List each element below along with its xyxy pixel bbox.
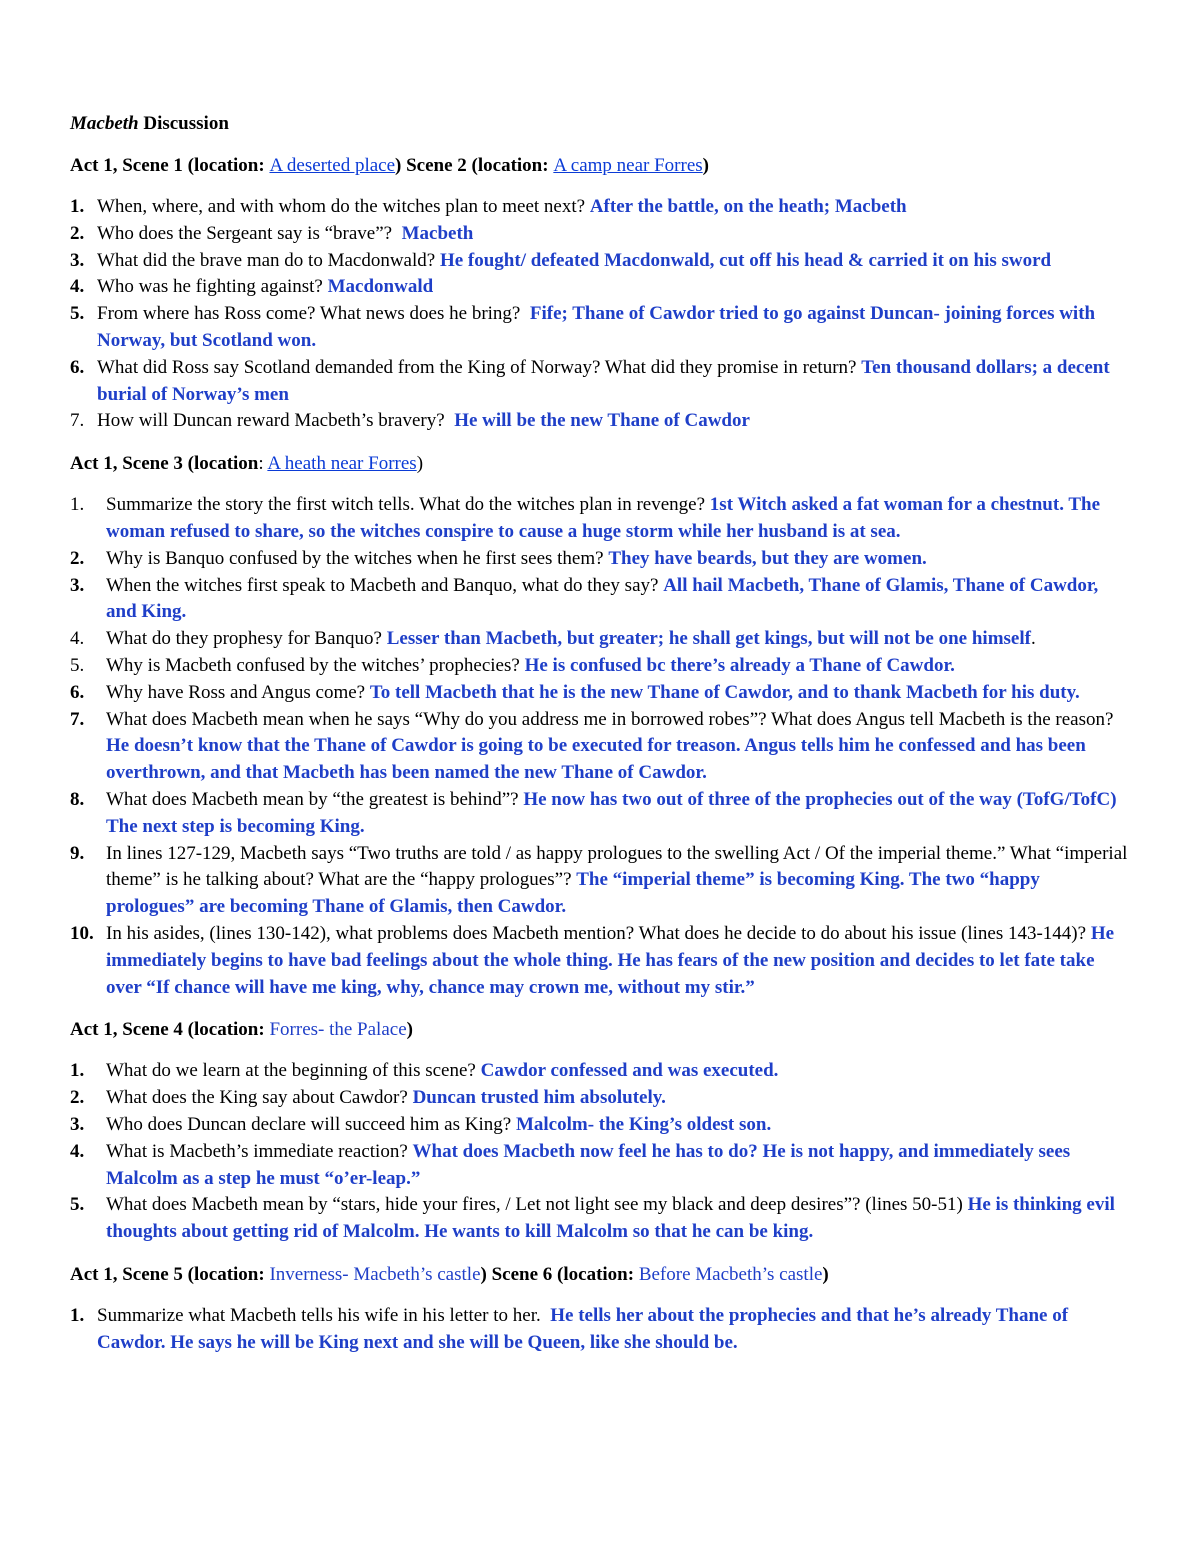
answer-text: He doesn’t know that the Thane of Cawdor is going to be executed for treason. Angus tells him he confessed and has been overthrown, and that Macbeth has been named the new Thane of Cawdor. xyxy=(106,735,1086,784)
question-text: How will Duncan reward Macbeth’s bravery? xyxy=(97,410,445,432)
page-title xyxy=(70,110,1132,137)
answer-text: Macdonwald xyxy=(327,276,434,298)
question-number: 7. xyxy=(70,410,85,432)
answer-text: He is thinking evil thoughts about getting rid of Malcolm. He wants to kill Malcolm so that he can be king. xyxy=(106,1194,1115,1243)
question-item xyxy=(70,408,1132,435)
question-item xyxy=(70,841,1132,921)
question-item xyxy=(70,1085,1132,1112)
heading-text: Act 1, Scene 3 (location xyxy=(70,453,259,475)
question-number: 3. xyxy=(70,249,85,271)
question-item xyxy=(70,1139,1132,1193)
question-text: Why have Ross and Angus come? xyxy=(106,681,366,703)
question-number: 1. xyxy=(70,196,85,217)
question-text: What do they prophesy for Banquo? xyxy=(106,628,382,650)
location-text: Inverness- Macbeth’s castle xyxy=(269,1263,481,1285)
question-number: 8. xyxy=(70,788,85,810)
heading-text: : xyxy=(258,453,268,475)
answer-text: The “imperial theme” is becoming King. The two “happy prologues” are becoming Thane of Glamis, then Cawdor. xyxy=(106,869,1040,918)
question-number: 1. xyxy=(70,494,85,516)
question-text: When the witches first speak to Macbeth and Banquo, what do they say? xyxy=(106,574,659,596)
question-text: From where has Ross come? What news does he bring? xyxy=(97,303,521,325)
answer-text: Duncan trusted him absolutely. xyxy=(412,1087,666,1109)
title-italic: Macbeth xyxy=(70,113,139,134)
answer-text: Lesser than Macbeth, but greater; he shall get kings, but will not be one himself xyxy=(386,628,1031,650)
question-number: 2. xyxy=(70,222,85,244)
answer-text: Fife; Thane of Cawdor tried to go against Duncan- joining forces with Norway, but Scotland won. xyxy=(97,303,1096,351)
question-text: In his asides, (lines 130-142), what problems does Macbeth mention? What does he decide to do about his issue (lines 143-144)? xyxy=(106,922,1087,944)
heading-text: Act 1, Scene 5 (location: xyxy=(70,1263,270,1285)
question-number: 7. xyxy=(70,708,85,730)
question-text: Why is Macbeth confused by the witches’ prophecies? xyxy=(106,654,520,676)
question-text: What did Ross say Scotland demanded from the King of Norway? What did they promise in return? xyxy=(97,356,857,378)
answer-text: Malcolm- the King’s oldest son. xyxy=(515,1113,772,1135)
question-number: 6. xyxy=(70,681,85,703)
question-text: Who does Duncan declare will succeed him as King? xyxy=(106,1113,512,1135)
answer-text: He is confused bc there’s already a Thane of Cawdor. xyxy=(524,654,955,676)
question-number: 2. xyxy=(70,547,85,569)
question-item xyxy=(70,626,1132,653)
question-number: 4. xyxy=(70,276,85,298)
question-item xyxy=(70,546,1132,573)
section-heading-scene-3 xyxy=(70,450,1132,477)
section-heading-scene-1-2 xyxy=(70,152,1132,179)
question-number: 5. xyxy=(70,654,85,676)
question-text: What does the King say about Cawdor? xyxy=(106,1087,408,1109)
location-text: Forres- the Palace xyxy=(269,1019,407,1041)
question-number: 10. xyxy=(70,922,94,944)
location-link[interactable]: A heath near Forres xyxy=(267,453,417,475)
question-item xyxy=(70,921,1132,1001)
question-item xyxy=(70,573,1132,627)
question-text: What do we learn at the beginning of this scene? xyxy=(106,1060,476,1082)
question-number: 2. xyxy=(70,1087,85,1109)
question-text: What did the brave man do to Macdonwald? xyxy=(97,249,436,271)
question-text: Summarize the story the first witch tells. What do the witches plan in revenge? xyxy=(106,494,706,516)
answer-text: He fought/ defeated Macdonwald, cut off his head & carried it on his sword xyxy=(439,249,1052,271)
answer-text: To tell Macbeth that he is the new Thane of Cawdor, and to thank Macbeth for his duty. xyxy=(369,681,1080,703)
section-heading-scene-4 xyxy=(70,1016,1132,1043)
question-item xyxy=(70,355,1132,409)
question-item xyxy=(70,221,1132,248)
answer-text: Ten thousand dollars; a decent burial of Norway’s men xyxy=(97,356,1110,405)
question-text: What does Macbeth mean when he says “Why do you address me in borrowed robes”? What does Angus tell Macbeth is the reason? xyxy=(106,708,1114,730)
question-text: What is Macbeth’s immediate reaction? xyxy=(106,1140,408,1162)
heading-text: ) xyxy=(406,1019,413,1041)
question-item xyxy=(70,194,1132,221)
heading-text: ) xyxy=(822,1263,829,1285)
question-number: 5. xyxy=(70,1194,85,1216)
location-link[interactable]: A deserted place xyxy=(269,155,396,176)
heading-text: ) xyxy=(416,453,424,475)
question-item xyxy=(70,274,1132,301)
question-text: Summarize what Macbeth tells his wife in his letter to her. xyxy=(97,1304,541,1326)
question-item xyxy=(70,1303,1132,1357)
answer-text: All hail Macbeth, Thane of Glamis, Thane of Cawdor, and King. xyxy=(106,574,1099,623)
answer-text: Macbeth xyxy=(401,222,474,244)
question-item xyxy=(70,1112,1132,1139)
section-heading-scene-5-6 xyxy=(70,1261,1132,1288)
title-rest: Discussion xyxy=(138,113,229,134)
question-item xyxy=(70,1192,1132,1246)
answer-text: What does Macbeth now feel he has to do? He is not happy, and immediately sees Malcolm as a step he must “o’er-leap.” xyxy=(106,1140,1071,1189)
question-text: What does Macbeth mean by “the greatest is behind”? xyxy=(106,788,519,810)
answer-text: After the battle, on the heath; Macbeth xyxy=(589,196,907,217)
heading-text: Act 1, Scene 4 (location: xyxy=(70,1019,270,1041)
question-text: Why is Banquo confused by the witches when he first sees them? xyxy=(106,547,604,569)
question-item xyxy=(70,653,1132,680)
question-text: In lines 127-129, Macbeth says “Two truths are told / as happy prologues to the swelling Act / Of the imperial theme.” What “imperial theme” is he talking about? What are the “happy prologues”? xyxy=(106,842,1128,891)
question-item xyxy=(70,707,1132,787)
question-item xyxy=(70,787,1132,841)
answer-text: He tells her about the prophecies and that he’s already Thane of Cawdor. He says he will be King next and she will be Queen, like she should be. xyxy=(97,1304,1069,1353)
location-link[interactable]: A camp near Forres xyxy=(553,155,703,176)
question-text: What does Macbeth mean by “stars, hide your fires, / Let not light see my black and deep desires”? (lines 50-51) xyxy=(106,1194,963,1216)
question-number: 4. xyxy=(70,628,85,650)
location-text: Before Macbeth’s castle xyxy=(638,1263,823,1285)
heading-text: ) xyxy=(702,155,709,176)
question-number: 1. xyxy=(70,1304,85,1326)
answer-text: They have beards, but they are women. xyxy=(608,547,927,569)
question-text: Who was he fighting against? xyxy=(97,276,323,298)
question-item xyxy=(70,248,1132,275)
question-number: 5. xyxy=(70,303,85,325)
question-number: 3. xyxy=(70,1113,85,1135)
question-item xyxy=(70,680,1132,707)
heading-text: ) Scene 6 (location: xyxy=(480,1263,639,1285)
answer-text: Cawdor confessed and was executed. xyxy=(480,1060,779,1082)
question-text: Who does the Sergeant say is “brave”? xyxy=(97,222,393,244)
answer-text: 1st Witch asked a fat woman for a chestnut. The woman refused to share, so the witches conspire to cause a huge storm while her husband is at sea. xyxy=(106,494,1101,542)
question-number: 3. xyxy=(70,574,85,596)
question-item xyxy=(70,492,1132,546)
heading-text: Act 1, Scene 1 (location: xyxy=(70,155,270,176)
document xyxy=(70,110,1132,1356)
question-number: 9. xyxy=(70,842,85,864)
answer-text: He will be the new Thane of Cawdor xyxy=(454,410,750,432)
question-item xyxy=(70,301,1132,355)
question-item xyxy=(70,1058,1132,1085)
question-text: When, where, and with whom do the witches plan to meet next? xyxy=(97,196,586,217)
answer-text: He now has two out of three of the prophecies out of the way (TofG/TofC) The next step is becoming King. xyxy=(106,788,1117,837)
heading-text: ) Scene 2 (location: xyxy=(395,155,554,176)
answer-text: He immediately begins to have bad feelings about the whole thing. He has fears of the new position and decides to let fate take over “If chance will have me king, why, chance may crown me, without my stir.” xyxy=(106,922,1115,998)
answer-tail: . xyxy=(1030,628,1036,650)
question-number: 4. xyxy=(70,1140,85,1162)
question-number: 6. xyxy=(70,356,85,378)
question-number: 1. xyxy=(70,1060,85,1082)
